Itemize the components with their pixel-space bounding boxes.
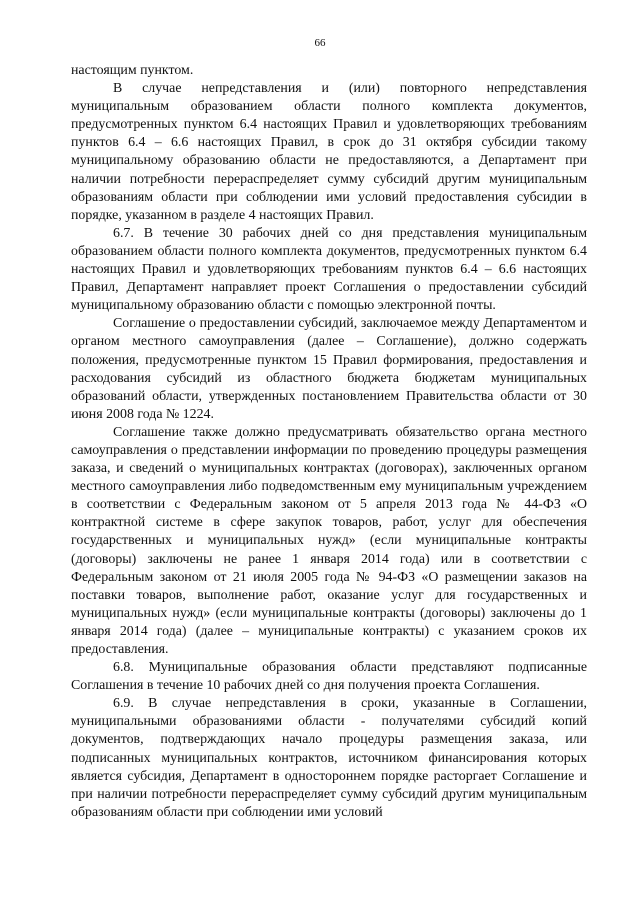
paragraph-6-7: 6.7. В течение 30 рабочих дней со дня представления муниципальным образованием области полного комплекта документов, предусмотренных пунктом 6.4 настоящих Правил и удовлетворяющих требованиям пунктов 6.4 – 6.6 настоящих Правил, Департамент направляет проект Соглашения о предоставлении субсидий муниципальному образованию области с помощью электронной почты. xyxy=(71,225,587,314)
paragraph-continuation: настоящим пунктом. xyxy=(71,63,194,78)
paragraph-agreement-content: Соглашение о предоставлении субсидий, заключаемое между Департаментом и органом местного самоуправления (далее – Соглашение), должно содержать положения, предусмотренные пунктом 15 Правил формирования, предоставления и расходования субсидий из областного бюджета бюджетам муниципальных образований области, утвержденных постановлением Правительства области от 30 июня 2008 года № 1224. xyxy=(71,316,587,422)
paragraph-6-8: 6.8. Муниципальные образования области представляют подписанные Соглашения в течение 10 рабочих дней со дня получения проекта Соглашения. xyxy=(71,660,587,694)
paragraph-nonsubmission: В случае непредставления и (или) повторного непредставления муниципальным образованием области полного комплекта документов, предусмотренных пунктом 6.4 настоящих Правил и удовлетворяющих требованиям пунктов 6.4 – 6.6 настоящих Правил, в срок до 31 октября субсидии такому муниципальному образованию области не предоставляются, а Департамент при наличии потребности перераспределяет сумму субсидий другим муниципальным образованиям области при соблюдении ими условий предоставления субсидии в порядке, указанном в разделе 4 настоящих Правил. xyxy=(71,81,587,223)
page-number: 66 xyxy=(314,37,326,49)
paragraph-6-9: 6.9. В случае непредставления в сроки, указанные в Соглашении, муниципальными образованиями области - получателями субсидий копий документов, подтверждающих начало процедуры размещения заказа, или подписанных муниципальных контрактов, источником финансирования которых является субсидия, Департамент в одностороннем порядке расторгает Соглашение и при наличии потребности перераспределяет сумму субсидий другим муниципальным образованиям области при соблюдении ими условий xyxy=(71,696,587,820)
body-text xyxy=(71,62,587,822)
paragraph-agreement-obligation: Соглашение также должно предусматривать обязательство органа местного самоуправления о представлении информации по проведению процедуры размещения заказа, и сведений о муниципальных контрактах (договорах), заключенных органом местного самоуправления либо подведомственным ему муниципальным учреждением в соответствии с Федеральным законом от 5 апреля 2013 года № 44-ФЗ «О контрактной системе в сфере закупок товаров, работ, услуг для обеспечения государственных и муниципальных нужд» (если муниципальные контракты (договоры) заключены не ранее 1 января 2014 года) или в соответствии с Федеральным законом от 21 июля 2005 года № 94-ФЗ «О размещении заказов на поставки товаров, выполнение работ, оказание услуг для государственных и муниципальных нужд» (если муниципальные контракты (договоры) заключены до 1 января 2014 года) (далее – муниципальные контракты) с указанием сроков их предоставления. xyxy=(71,424,587,657)
